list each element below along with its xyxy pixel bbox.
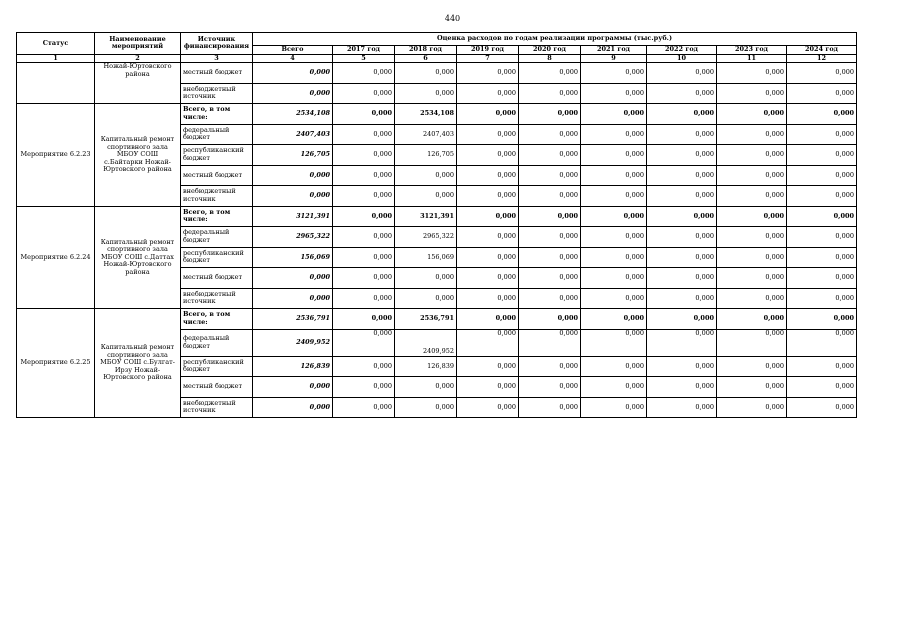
row-total-value: 156,069 xyxy=(253,247,333,268)
year-value-cell: 156,069 xyxy=(395,247,457,268)
year-value-cell: 0,000 xyxy=(457,165,519,186)
year-value-cell: 0,000 xyxy=(647,247,717,268)
header-total: Всего xyxy=(253,46,333,55)
year-value-cell: 0,000 xyxy=(647,288,717,309)
year-value-cell: 126,839 xyxy=(395,356,457,377)
year-value-cell: 0,000 xyxy=(519,83,581,104)
row-total-value: 2409,952 xyxy=(253,329,333,356)
column-number: 4 xyxy=(253,54,333,63)
year-value-cell: 0,000 xyxy=(647,309,717,330)
year-value-cell: 0,000 xyxy=(647,356,717,377)
status-cell: Мероприятие 6.2.25 xyxy=(17,309,95,418)
year-value-cell: 0,000 xyxy=(457,288,519,309)
event-name-cell: Ножай-Юртовского района xyxy=(95,63,181,104)
page-number: 440 xyxy=(444,14,461,23)
column-number: 7 xyxy=(457,54,519,63)
year-value-cell: 0,000 xyxy=(647,83,717,104)
year-value-cell: 0,000 xyxy=(333,104,395,125)
year-value-cell: 0,000 xyxy=(717,145,787,166)
year-value-cell: 0,000 xyxy=(717,227,787,248)
year-value-cell: 0,000 xyxy=(519,397,581,418)
year-value-cell: 0,000 xyxy=(581,145,647,166)
year-value-cell: 0,000 xyxy=(457,309,519,330)
year-value-cell: 0,000 xyxy=(519,377,581,398)
year-value-cell: 0,000 xyxy=(647,329,717,356)
row-total-value: 2536,791 xyxy=(253,309,333,330)
year-value-cell: 0,000 xyxy=(717,186,787,207)
year-value-cell: 0,000 xyxy=(581,63,647,84)
source-cell: республиканский бюджет xyxy=(181,356,253,377)
table-row xyxy=(17,309,857,330)
year-value-cell: 0,000 xyxy=(457,124,519,145)
year-value-cell: 0,000 xyxy=(787,309,857,330)
year-value-cell: 0,000 xyxy=(395,83,457,104)
source-cell: федеральный бюджет xyxy=(181,329,253,356)
year-value-cell: 0,000 xyxy=(787,145,857,166)
source-cell: местный бюджет xyxy=(181,165,253,186)
event-name-cell: Капитальный ремонт спортивного зала МБОУ СОШ с.Байтарки Ножай-Юртовского района xyxy=(95,104,181,207)
year-value-cell: 0,000 xyxy=(519,165,581,186)
year-value-cell: 0,000 xyxy=(581,165,647,186)
year-value-cell: 0,000 xyxy=(787,356,857,377)
year-value-cell: 0,000 xyxy=(395,63,457,84)
year-value-cell: 0,000 xyxy=(581,227,647,248)
year-value-cell: 0,000 xyxy=(519,329,581,356)
year-value-cell: 2536,791 xyxy=(395,309,457,330)
table-row xyxy=(17,206,857,227)
year-value-cell: 0,000 xyxy=(395,288,457,309)
source-cell: местный бюджет xyxy=(181,63,253,84)
year-value-cell: 0,000 xyxy=(717,124,787,145)
row-total-value: 2407,403 xyxy=(253,124,333,145)
year-value-cell: 0,000 xyxy=(333,186,395,207)
source-cell: внебюджетный источник xyxy=(181,288,253,309)
year-value-cell: 0,000 xyxy=(457,377,519,398)
year-value-cell: 0,000 xyxy=(647,145,717,166)
year-value-cell: 0,000 xyxy=(333,165,395,186)
column-number: 2 xyxy=(95,54,181,63)
year-value-cell: 0,000 xyxy=(519,309,581,330)
table-row xyxy=(17,104,857,125)
year-value-cell: 0,000 xyxy=(787,83,857,104)
year-value-cell: 2534,108 xyxy=(395,104,457,125)
year-value-cell: 0,000 xyxy=(519,63,581,84)
year-value-cell: 0,000 xyxy=(333,377,395,398)
year-value-cell: 0,000 xyxy=(717,268,787,289)
year-value-cell: 0,000 xyxy=(457,63,519,84)
row-total-value: 126,839 xyxy=(253,356,333,377)
year-value-cell: 0,000 xyxy=(519,247,581,268)
year-value-cell: 3121,391 xyxy=(395,206,457,227)
year-value-cell: 0,000 xyxy=(333,268,395,289)
year-value-cell: 0,000 xyxy=(333,288,395,309)
year-value-cell: 0,000 xyxy=(717,309,787,330)
row-total-value: 0,000 xyxy=(253,397,333,418)
year-value-cell: 0,000 xyxy=(333,206,395,227)
year-value-cell: 2407,403 xyxy=(395,124,457,145)
year-value-cell: 0,000 xyxy=(333,63,395,84)
header-year: 2023 год xyxy=(717,46,787,55)
column-number: 9 xyxy=(581,54,647,63)
status-cell xyxy=(17,63,95,104)
header-event-name: Наименование мероприятий xyxy=(95,33,181,55)
year-value-cell: 0,000 xyxy=(457,268,519,289)
year-value-cell: 0,000 xyxy=(717,288,787,309)
year-value-cell: 0,000 xyxy=(519,186,581,207)
year-value-cell: 0,000 xyxy=(519,356,581,377)
header-row xyxy=(17,33,857,46)
header-year: 2017 год xyxy=(333,46,395,55)
year-value-cell: 0,000 xyxy=(717,104,787,125)
year-value-cell: 0,000 xyxy=(787,268,857,289)
year-value-cell: 0,000 xyxy=(787,397,857,418)
header-year: 2018 год xyxy=(395,46,457,55)
header-year: 2019 год xyxy=(457,46,519,55)
row-total-value: 0,000 xyxy=(253,268,333,289)
year-value-cell: 0,000 xyxy=(717,165,787,186)
row-total-value: 0,000 xyxy=(253,377,333,398)
year-value-cell: 0,000 xyxy=(787,227,857,248)
header-year: 2024 год xyxy=(787,46,857,55)
year-value-cell: 0,000 xyxy=(457,186,519,207)
column-number: 8 xyxy=(519,54,581,63)
year-value-cell: 0,000 xyxy=(787,377,857,398)
year-value-cell: 0,000 xyxy=(333,83,395,104)
year-value-cell: 0,000 xyxy=(457,83,519,104)
row-total-value: 0,000 xyxy=(253,288,333,309)
year-value-cell: 0,000 xyxy=(457,145,519,166)
source-cell: федеральный бюджет xyxy=(181,124,253,145)
year-value-cell: 0,000 xyxy=(333,329,395,356)
year-value-cell: 0,000 xyxy=(333,309,395,330)
year-value-cell: 0,000 xyxy=(717,377,787,398)
header-source: Источник финансирования xyxy=(181,33,253,55)
year-value-cell: 0,000 xyxy=(395,377,457,398)
year-value-cell: 0,000 xyxy=(519,288,581,309)
year-value-cell: 0,000 xyxy=(581,206,647,227)
source-cell: Всего, в том числе: xyxy=(181,104,253,125)
header-status: Статус xyxy=(17,33,95,55)
year-value-cell: 0,000 xyxy=(457,104,519,125)
year-value-cell: 0,000 xyxy=(581,124,647,145)
year-value-cell: 0,000 xyxy=(581,288,647,309)
year-value-cell: 0,000 xyxy=(787,186,857,207)
status-cell: Мероприятие 6.2.24 xyxy=(17,206,95,309)
year-value-cell: 0,000 xyxy=(647,377,717,398)
year-value-cell: 0,000 xyxy=(333,247,395,268)
year-value-cell: 0,000 xyxy=(647,268,717,289)
year-value-cell: 0,000 xyxy=(787,104,857,125)
column-number: 10 xyxy=(647,54,717,63)
year-value-cell: 0,000 xyxy=(581,356,647,377)
year-value-cell: 0,000 xyxy=(787,124,857,145)
year-value-cell: 0,000 xyxy=(519,206,581,227)
year-value-cell: 0,000 xyxy=(717,206,787,227)
row-total-value: 0,000 xyxy=(253,63,333,84)
source-cell: Всего, в том числе: xyxy=(181,206,253,227)
source-cell: внебюджетный источник xyxy=(181,83,253,104)
year-value-cell: 0,000 xyxy=(717,247,787,268)
year-value-cell: 0,000 xyxy=(333,397,395,418)
source-cell: Всего, в том числе: xyxy=(181,309,253,330)
source-cell: внебюджетный источник xyxy=(181,186,253,207)
year-value-cell: 2409,952 xyxy=(395,329,457,356)
year-value-cell: 0,000 xyxy=(395,397,457,418)
year-value-cell: 0,000 xyxy=(581,377,647,398)
source-cell: местный бюджет xyxy=(181,377,253,398)
year-value-cell: 126,705 xyxy=(395,145,457,166)
year-value-cell: 0,000 xyxy=(647,186,717,207)
source-cell: республиканский бюджет xyxy=(181,145,253,166)
year-value-cell: 0,000 xyxy=(581,397,647,418)
year-value-cell: 0,000 xyxy=(647,397,717,418)
year-value-cell: 0,000 xyxy=(647,227,717,248)
year-value-cell: 0,000 xyxy=(787,247,857,268)
year-value-cell: 0,000 xyxy=(581,309,647,330)
year-value-cell: 0,000 xyxy=(519,104,581,125)
year-value-cell: 0,000 xyxy=(333,124,395,145)
year-value-cell: 0,000 xyxy=(581,247,647,268)
source-cell: местный бюджет xyxy=(181,268,253,289)
year-value-cell: 0,000 xyxy=(787,329,857,356)
year-value-cell: 0,000 xyxy=(647,206,717,227)
row-total-value: 0,000 xyxy=(253,165,333,186)
year-value-cell: 0,000 xyxy=(519,145,581,166)
header-year: 2022 год xyxy=(647,46,717,55)
year-value-cell: 0,000 xyxy=(333,145,395,166)
year-value-cell: 0,000 xyxy=(581,268,647,289)
year-value-cell: 0,000 xyxy=(457,356,519,377)
column-number: 11 xyxy=(717,54,787,63)
year-value-cell: 0,000 xyxy=(333,356,395,377)
year-value-cell: 0,000 xyxy=(457,206,519,227)
year-value-cell: 0,000 xyxy=(581,83,647,104)
column-number: 3 xyxy=(181,54,253,63)
row-total-value: 126,705 xyxy=(253,145,333,166)
row-total-value: 2965,322 xyxy=(253,227,333,248)
year-value-cell: 0,000 xyxy=(581,329,647,356)
year-value-cell: 0,000 xyxy=(457,227,519,248)
row-total-value: 0,000 xyxy=(253,83,333,104)
year-value-cell: 0,000 xyxy=(519,227,581,248)
year-value-cell: 0,000 xyxy=(519,268,581,289)
column-number: 5 xyxy=(333,54,395,63)
year-value-cell: 2965,322 xyxy=(395,227,457,248)
row-total-value: 3121,391 xyxy=(253,206,333,227)
column-number: 6 xyxy=(395,54,457,63)
table-body xyxy=(17,63,857,418)
year-value-cell: 0,000 xyxy=(395,268,457,289)
column-number: 1 xyxy=(17,54,95,63)
year-value-cell: 0,000 xyxy=(647,63,717,84)
source-cell: федеральный бюджет xyxy=(181,227,253,248)
column-numbers-row xyxy=(17,54,857,63)
year-value-cell: 0,000 xyxy=(333,227,395,248)
status-cell: Мероприятие 6.2.23 xyxy=(17,104,95,207)
year-value-cell: 0,000 xyxy=(647,124,717,145)
year-value-cell: 0,000 xyxy=(717,397,787,418)
year-value-cell: 0,000 xyxy=(395,165,457,186)
table-row xyxy=(17,63,857,84)
source-cell: внебюджетный источник xyxy=(181,397,253,418)
year-value-cell: 0,000 xyxy=(717,329,787,356)
row-total-value: 0,000 xyxy=(253,186,333,207)
budget-table xyxy=(16,32,857,418)
year-value-cell: 0,000 xyxy=(457,247,519,268)
year-value-cell: 0,000 xyxy=(647,165,717,186)
year-value-cell: 0,000 xyxy=(395,186,457,207)
year-value-cell: 0,000 xyxy=(717,83,787,104)
event-name-cell: Капитальный ремонт спортивного зала МБОУ СОШ с.Булгат-Ирзу Ножай-Юртовского района xyxy=(95,309,181,418)
year-value-cell: 0,000 xyxy=(787,288,857,309)
year-value-cell: 0,000 xyxy=(581,186,647,207)
column-number: 12 xyxy=(787,54,857,63)
header-year: 2021 год xyxy=(581,46,647,55)
year-value-cell: 0,000 xyxy=(519,124,581,145)
year-value-cell: 0,000 xyxy=(457,329,519,356)
year-value-cell: 0,000 xyxy=(717,356,787,377)
year-value-cell: 0,000 xyxy=(787,165,857,186)
header-estimate: Оценка расходов по годам реализации программы (тыс.руб.) xyxy=(253,33,857,46)
row-total-value: 2534,108 xyxy=(253,104,333,125)
header-year: 2020 год xyxy=(519,46,581,55)
year-value-cell: 0,000 xyxy=(457,397,519,418)
year-value-cell: 0,000 xyxy=(647,104,717,125)
year-value-cell: 0,000 xyxy=(581,104,647,125)
year-value-cell: 0,000 xyxy=(717,63,787,84)
year-value-cell: 0,000 xyxy=(787,206,857,227)
year-value-cell: 0,000 xyxy=(787,63,857,84)
source-cell: республиканский бюджет xyxy=(181,247,253,268)
event-name-cell: Капитальный ремонт спортивного зала МБОУ СОШ с.Даттах Ножай-Юртовского района xyxy=(95,206,181,309)
